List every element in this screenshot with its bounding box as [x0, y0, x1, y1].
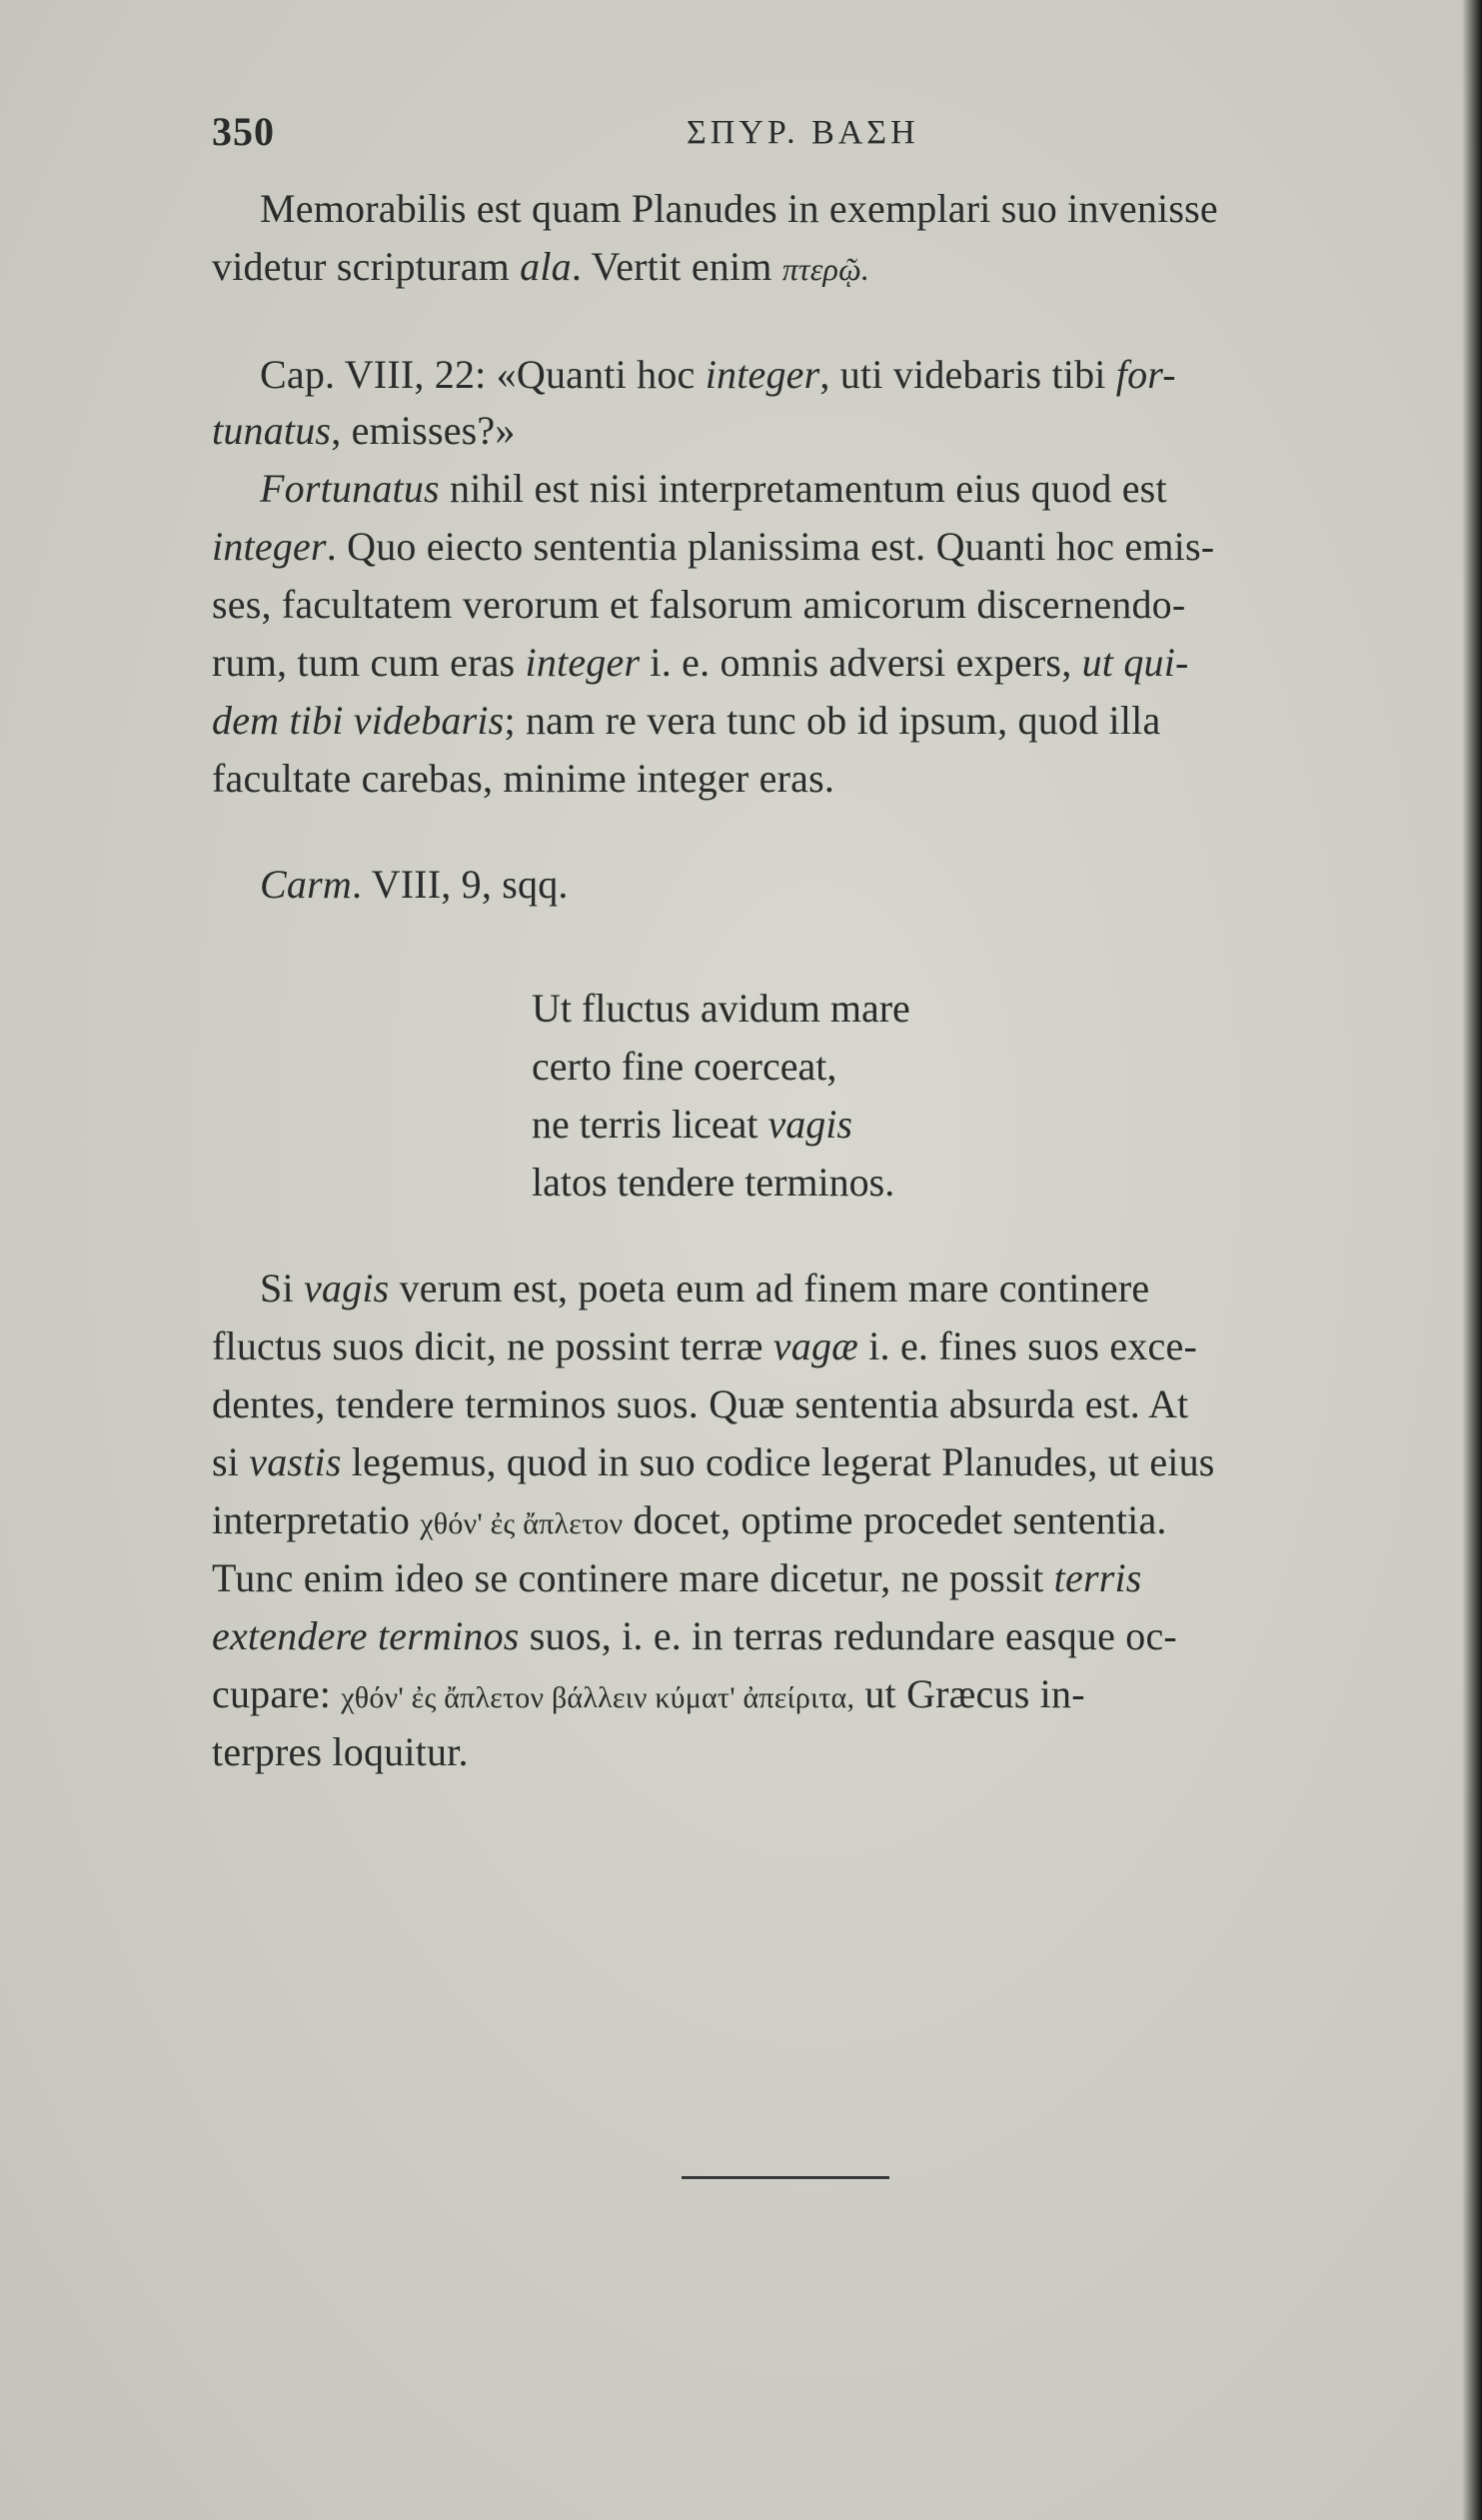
paragraph-5-line-5 — [212, 1493, 1167, 1551]
text-run: Memorabilis est quam Planudes in exemplari suo invenisse — [260, 186, 1218, 231]
paragraph-3-line-1 — [260, 462, 1167, 516]
italic-word: vagis — [767, 1102, 852, 1147]
text-run: Si — [260, 1265, 304, 1310]
text-run: ; nam re vera tunc ob id ipsum, quod illa — [504, 698, 1161, 743]
paragraph-5-line-1 — [260, 1261, 1149, 1315]
paragraph-1-line-2 — [212, 240, 869, 296]
text-run: i. e. omnis adversi expers, — [640, 640, 1082, 685]
text-run: si — [212, 1439, 250, 1484]
text-run: dentes, tendere terminos suos. Quæ sententia absurda est. At — [212, 1381, 1189, 1426]
text-run: rum, tum cum eras — [212, 640, 526, 685]
italic-word: tunatus — [212, 408, 332, 453]
italic-word: Fortunatus — [260, 466, 440, 511]
text-run: facultate carebas, minime integer eras. — [212, 756, 835, 801]
paragraph-3-line-5 — [212, 694, 1160, 748]
text-run: verum est, poeta eum ad finem mare continere — [389, 1265, 1150, 1310]
paragraph-5-line-4 — [212, 1435, 1215, 1489]
text-run: . Quo eiecto sententia planissima est. Quanti hoc emis- — [326, 524, 1215, 569]
paragraph-5-line-2 — [212, 1319, 1197, 1373]
text-run: suos, i. e. in terras redundare easque oc- — [519, 1613, 1177, 1658]
paragraph-3-line-2 — [212, 520, 1214, 574]
italic-word: ala — [520, 244, 572, 289]
paragraph-2-line-1 — [260, 348, 1176, 402]
text-run: i. e. fines suos exce- — [858, 1323, 1197, 1368]
italic-word: vagæ — [772, 1323, 859, 1368]
italic-phrase: extendere terminos — [212, 1613, 520, 1658]
italic-word: vastis — [249, 1439, 342, 1484]
paragraph-5-line-7 — [212, 1609, 1177, 1663]
text-run: ne terris liceat — [532, 1102, 768, 1147]
text-run: nihil est nisi interpretamentum eius quod est — [439, 466, 1167, 511]
verse-line-3 — [532, 1098, 852, 1152]
text-run: interpretatio — [212, 1497, 421, 1542]
paragraph-2-line-2 — [212, 404, 516, 458]
text-run: terpres loquitur. — [212, 1729, 469, 1774]
page-number: 350 — [212, 109, 275, 154]
greek-word: πτερῷ. — [781, 251, 870, 287]
text-run: ut Græcus in- — [854, 1671, 1085, 1716]
verse-line-1 — [532, 982, 910, 1036]
italic-word: integer — [705, 352, 820, 397]
greek-phrase: χθόν' ἐς ἄπλετον βάλλειν κύματ' ἀπείριτα, — [341, 1681, 855, 1714]
text-run: ses, facultatem verorum et falsorum amicorum discernendo- — [212, 582, 1186, 627]
italic-word: Carm — [260, 862, 352, 907]
paragraph-5-line-9 — [212, 1725, 469, 1779]
italic-phrase: dem tibi videbaris — [212, 698, 505, 743]
paragraph-5-line-8 — [212, 1667, 1085, 1725]
text-run: cupare: — [212, 1671, 342, 1716]
paragraph-5-line-6 — [212, 1551, 1142, 1605]
italic-word: integer — [212, 524, 327, 569]
paragraph-5-line-3 — [212, 1377, 1188, 1431]
text-run: . Vertit enim — [571, 244, 782, 289]
closing-rule — [682, 2176, 889, 2179]
italic-word: terris — [1053, 1555, 1142, 1600]
text-run: Cap. VIII, 22: «Quanti hoc — [260, 352, 706, 397]
text-run: fluctus suos dicit, ne possint terræ — [212, 1323, 773, 1368]
italic-word: ut qui- — [1081, 640, 1189, 685]
page-header — [212, 108, 1391, 168]
page-edge-shadow — [1462, 0, 1482, 2520]
paragraph-1-line-1 — [260, 182, 1218, 236]
text-run: , uti videbaris tibi — [819, 352, 1116, 397]
verse-line-4 — [532, 1156, 894, 1210]
text-run: certo fine coerceat, — [532, 1044, 837, 1089]
text-run: , emisses?» — [331, 408, 516, 453]
text-run: legemus, quod in suo codice legerat Planudes, ut eius — [341, 1439, 1215, 1484]
text-run: Tunc enim ideo se continere mare dicetur, ne possit — [212, 1555, 1054, 1600]
running-head: ΣΠΥΡ. ΒΑΣΗ — [687, 114, 919, 151]
italic-word: vagis — [303, 1265, 390, 1310]
text-run: docet, optime procedet sententia. — [623, 1497, 1167, 1542]
italic-word: integer — [525, 640, 641, 685]
paragraph-3-line-3 — [212, 578, 1185, 632]
text-run: . VIII, 9, sqq. — [351, 862, 569, 907]
paragraph-3-line-6 — [212, 752, 834, 806]
text-run: latos tendere terminos. — [532, 1160, 895, 1205]
paragraph-3-line-4 — [212, 636, 1189, 690]
carm-reference — [260, 858, 569, 912]
text-run: Ut fluctus avidum mare — [532, 986, 910, 1031]
text-run: videtur scripturam — [212, 244, 521, 289]
verse-line-2 — [532, 1040, 836, 1094]
greek-phrase: χθόν' ἐς ἄπλετον — [420, 1507, 624, 1540]
italic-word: for- — [1115, 352, 1176, 397]
